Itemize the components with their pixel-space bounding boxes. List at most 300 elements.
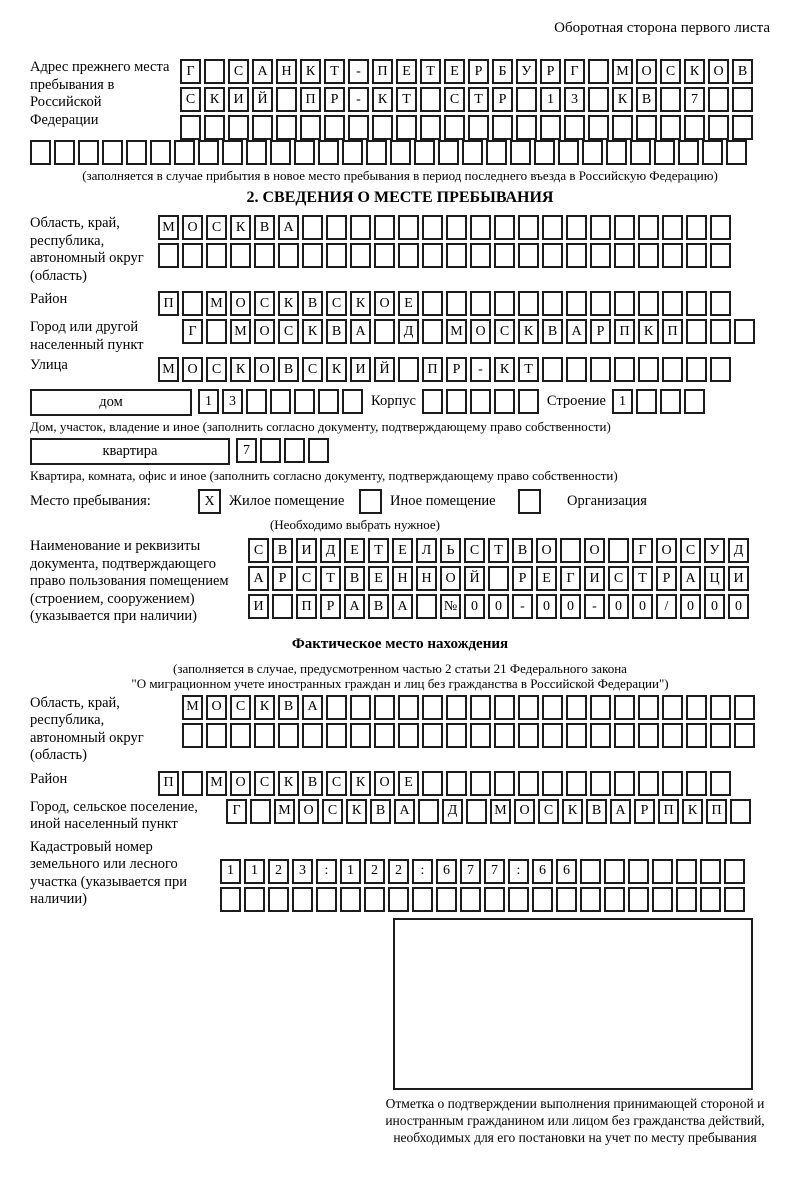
char-box[interactable] [182, 723, 203, 748]
char-box[interactable]: М [182, 695, 203, 720]
char-box[interactable] [582, 140, 603, 165]
char-box[interactable]: У [704, 538, 725, 563]
char-box[interactable] [710, 723, 731, 748]
char-box[interactable]: О [298, 799, 319, 824]
char-box[interactable] [374, 695, 395, 720]
char-box[interactable]: Р [590, 319, 611, 344]
char-box[interactable] [412, 887, 433, 912]
char-box[interactable] [534, 140, 555, 165]
char-box[interactable]: О [374, 291, 395, 316]
char-box[interactable]: А [344, 594, 365, 619]
char-box[interactable]: Т [396, 87, 417, 112]
char-box[interactable]: 0 [536, 594, 557, 619]
char-box[interactable] [230, 243, 251, 268]
char-box[interactable] [294, 140, 315, 165]
char-box[interactable]: 7 [484, 859, 505, 884]
char-box[interactable] [638, 215, 659, 240]
char-box[interactable]: О [230, 291, 251, 316]
char-box[interactable] [654, 140, 675, 165]
char-box[interactable] [604, 859, 625, 884]
char-box[interactable]: Т [632, 566, 653, 591]
char-box[interactable]: К [494, 357, 515, 382]
char-box[interactable] [326, 723, 347, 748]
char-box[interactable]: А [394, 799, 415, 824]
char-box[interactable] [560, 538, 581, 563]
char-box[interactable] [636, 389, 657, 414]
char-box[interactable] [684, 115, 705, 140]
char-box[interactable] [588, 59, 609, 84]
char-box[interactable] [710, 291, 731, 316]
char-box[interactable]: В [636, 87, 657, 112]
char-box[interactable]: О [182, 357, 203, 382]
char-box[interactable] [516, 115, 537, 140]
char-box[interactable] [206, 243, 227, 268]
char-box[interactable]: Ь [440, 538, 461, 563]
char-box[interactable] [590, 215, 611, 240]
char-box[interactable] [78, 140, 99, 165]
char-box[interactable] [700, 887, 721, 912]
char-box[interactable] [678, 140, 699, 165]
char-box[interactable] [702, 140, 723, 165]
char-box[interactable]: М [206, 771, 227, 796]
char-box[interactable] [254, 723, 275, 748]
char-box[interactable] [220, 887, 241, 912]
char-box[interactable] [566, 357, 587, 382]
char-box[interactable]: В [302, 771, 323, 796]
apartment-type-field[interactable]: квартира [30, 438, 230, 465]
char-box[interactable]: 1 [244, 859, 265, 884]
char-box[interactable] [222, 140, 243, 165]
char-box[interactable]: М [274, 799, 295, 824]
char-box[interactable]: К [278, 771, 299, 796]
char-box[interactable]: М [490, 799, 511, 824]
char-box[interactable]: Т [518, 357, 539, 382]
char-box[interactable] [734, 695, 755, 720]
char-box[interactable]: Е [368, 566, 389, 591]
char-box[interactable] [292, 887, 313, 912]
char-box[interactable]: С [494, 319, 515, 344]
char-box[interactable] [230, 723, 251, 748]
char-box[interactable] [580, 859, 601, 884]
char-box[interactable]: К [204, 87, 225, 112]
char-box[interactable] [182, 771, 203, 796]
char-box[interactable] [284, 438, 305, 463]
char-box[interactable] [302, 723, 323, 748]
char-box[interactable]: 7 [684, 87, 705, 112]
char-box[interactable]: Т [324, 59, 345, 84]
char-box[interactable]: М [446, 319, 467, 344]
char-box[interactable] [708, 115, 729, 140]
char-box[interactable] [652, 859, 673, 884]
char-box[interactable]: № [440, 594, 461, 619]
char-box[interactable] [260, 438, 281, 463]
char-box[interactable] [126, 140, 147, 165]
char-box[interactable]: В [326, 319, 347, 344]
char-box[interactable] [542, 771, 563, 796]
char-box[interactable] [246, 389, 267, 414]
char-box[interactable] [542, 291, 563, 316]
char-box[interactable]: А [392, 594, 413, 619]
char-box[interactable]: Т [468, 87, 489, 112]
char-box[interactable] [300, 115, 321, 140]
char-box[interactable] [372, 115, 393, 140]
char-box[interactable] [542, 357, 563, 382]
char-box[interactable] [518, 243, 539, 268]
char-box[interactable] [638, 695, 659, 720]
char-box[interactable] [684, 389, 705, 414]
char-box[interactable]: В [368, 594, 389, 619]
char-box[interactable]: О [656, 538, 677, 563]
stay-type-checkbox-organization[interactable] [518, 489, 541, 514]
char-box[interactable]: Р [492, 87, 513, 112]
char-box[interactable] [628, 859, 649, 884]
char-box[interactable] [318, 389, 339, 414]
char-box[interactable] [614, 215, 635, 240]
char-box[interactable]: Т [420, 59, 441, 84]
char-box[interactable]: И [350, 357, 371, 382]
char-box[interactable] [396, 115, 417, 140]
char-box[interactable] [638, 291, 659, 316]
char-box[interactable]: К [350, 291, 371, 316]
char-box[interactable] [342, 389, 363, 414]
char-box[interactable]: А [680, 566, 701, 591]
char-box[interactable] [726, 140, 747, 165]
char-box[interactable]: К [346, 799, 367, 824]
char-box[interactable] [246, 140, 267, 165]
char-box[interactable]: А [252, 59, 273, 84]
char-box[interactable]: А [278, 215, 299, 240]
char-box[interactable] [486, 140, 507, 165]
char-box[interactable]: К [638, 319, 659, 344]
char-box[interactable] [418, 799, 439, 824]
char-box[interactable] [422, 389, 443, 414]
char-box[interactable] [710, 695, 731, 720]
char-box[interactable]: М [158, 215, 179, 240]
char-box[interactable] [628, 887, 649, 912]
char-box[interactable] [422, 723, 443, 748]
char-box[interactable]: Ц [704, 566, 725, 591]
char-box[interactable] [308, 438, 329, 463]
char-box[interactable]: О [374, 771, 395, 796]
char-box[interactable]: И [728, 566, 749, 591]
char-box[interactable]: Р [272, 566, 293, 591]
char-box[interactable] [494, 215, 515, 240]
char-box[interactable]: Г [564, 59, 585, 84]
char-box[interactable]: 1 [612, 389, 633, 414]
char-box[interactable]: С [206, 215, 227, 240]
char-box[interactable]: 1 [220, 859, 241, 884]
char-box[interactable] [414, 140, 435, 165]
char-box[interactable]: К [230, 357, 251, 382]
char-box[interactable]: Т [488, 538, 509, 563]
char-box[interactable] [590, 357, 611, 382]
char-box[interactable]: О [254, 357, 275, 382]
char-box[interactable]: О [254, 319, 275, 344]
char-box[interactable]: Р [446, 357, 467, 382]
char-box[interactable] [614, 243, 635, 268]
char-box[interactable] [662, 771, 683, 796]
char-box[interactable] [614, 771, 635, 796]
char-box[interactable] [590, 243, 611, 268]
char-box[interactable]: С [302, 357, 323, 382]
char-box[interactable]: 0 [728, 594, 749, 619]
char-box[interactable] [470, 695, 491, 720]
char-box[interactable]: С [228, 59, 249, 84]
char-box[interactable]: 0 [464, 594, 485, 619]
char-box[interactable]: - [470, 357, 491, 382]
char-box[interactable]: О [470, 319, 491, 344]
char-box[interactable] [268, 887, 289, 912]
char-box[interactable]: К [562, 799, 583, 824]
char-box[interactable] [460, 887, 481, 912]
char-box[interactable] [270, 140, 291, 165]
char-box[interactable]: М [206, 291, 227, 316]
char-box[interactable] [558, 140, 579, 165]
char-box[interactable]: Д [442, 799, 463, 824]
char-box[interactable] [518, 695, 539, 720]
char-box[interactable] [390, 140, 411, 165]
char-box[interactable]: 6 [556, 859, 577, 884]
char-box[interactable] [662, 695, 683, 720]
char-box[interactable] [518, 723, 539, 748]
char-box[interactable]: К [326, 357, 347, 382]
char-box[interactable] [316, 887, 337, 912]
char-box[interactable]: П [658, 799, 679, 824]
char-box[interactable] [422, 215, 443, 240]
char-box[interactable] [182, 243, 203, 268]
char-box[interactable]: С [180, 87, 201, 112]
char-box[interactable]: 3 [564, 87, 585, 112]
char-box[interactable] [250, 799, 271, 824]
char-box[interactable]: Г [560, 566, 581, 591]
char-box[interactable]: Д [398, 319, 419, 344]
char-box[interactable]: 1 [540, 87, 561, 112]
char-box[interactable]: Р [634, 799, 655, 824]
char-box[interactable] [494, 695, 515, 720]
char-box[interactable]: В [344, 566, 365, 591]
char-box[interactable] [446, 243, 467, 268]
char-box[interactable] [436, 887, 457, 912]
char-box[interactable]: 0 [704, 594, 725, 619]
char-box[interactable]: И [228, 87, 249, 112]
char-box[interactable] [604, 887, 625, 912]
char-box[interactable]: В [302, 291, 323, 316]
char-box[interactable]: К [230, 215, 251, 240]
char-box[interactable] [446, 215, 467, 240]
char-box[interactable] [30, 140, 51, 165]
char-box[interactable] [182, 291, 203, 316]
char-box[interactable]: П [158, 291, 179, 316]
char-box[interactable] [590, 723, 611, 748]
char-box[interactable]: С [230, 695, 251, 720]
char-box[interactable] [470, 723, 491, 748]
char-box[interactable]: К [518, 319, 539, 344]
char-box[interactable] [566, 215, 587, 240]
char-box[interactable]: Р [656, 566, 677, 591]
char-box[interactable] [608, 538, 629, 563]
char-box[interactable] [630, 140, 651, 165]
char-box[interactable]: С [464, 538, 485, 563]
char-box[interactable] [662, 291, 683, 316]
char-box[interactable] [566, 291, 587, 316]
char-box[interactable] [150, 140, 171, 165]
char-box[interactable] [416, 594, 437, 619]
char-box[interactable]: Р [540, 59, 561, 84]
char-box[interactable]: С [444, 87, 465, 112]
char-box[interactable] [724, 859, 745, 884]
char-box[interactable]: Р [324, 87, 345, 112]
char-box[interactable] [326, 695, 347, 720]
char-box[interactable] [252, 115, 273, 140]
char-box[interactable] [350, 215, 371, 240]
char-box[interactable]: П [706, 799, 727, 824]
char-box[interactable] [272, 594, 293, 619]
char-box[interactable] [302, 215, 323, 240]
char-box[interactable] [494, 243, 515, 268]
char-box[interactable] [254, 243, 275, 268]
char-box[interactable]: - [584, 594, 605, 619]
char-box[interactable] [102, 140, 123, 165]
char-box[interactable]: С [206, 357, 227, 382]
char-box[interactable] [638, 357, 659, 382]
char-box[interactable] [542, 215, 563, 240]
char-box[interactable]: П [422, 357, 443, 382]
char-box[interactable]: О [536, 538, 557, 563]
char-box[interactable]: 3 [292, 859, 313, 884]
char-box[interactable] [398, 243, 419, 268]
char-box[interactable] [422, 771, 443, 796]
char-box[interactable]: 3 [222, 389, 243, 414]
char-box[interactable]: 0 [632, 594, 653, 619]
char-box[interactable] [494, 291, 515, 316]
char-box[interactable]: О [708, 59, 729, 84]
char-box[interactable]: О [206, 695, 227, 720]
char-box[interactable]: - [348, 87, 369, 112]
char-box[interactable] [708, 87, 729, 112]
char-box[interactable]: В [370, 799, 391, 824]
char-box[interactable] [228, 115, 249, 140]
char-box[interactable] [470, 771, 491, 796]
char-box[interactable]: С [296, 566, 317, 591]
char-box[interactable] [420, 115, 441, 140]
char-box[interactable] [244, 887, 265, 912]
char-box[interactable] [556, 887, 577, 912]
char-box[interactable]: С [254, 291, 275, 316]
char-box[interactable]: 0 [488, 594, 509, 619]
char-box[interactable] [660, 389, 681, 414]
char-box[interactable]: Р [468, 59, 489, 84]
char-box[interactable]: Е [396, 59, 417, 84]
char-box[interactable] [374, 723, 395, 748]
char-box[interactable] [374, 319, 395, 344]
char-box[interactable] [662, 243, 683, 268]
char-box[interactable] [398, 215, 419, 240]
char-box[interactable]: - [512, 594, 533, 619]
char-box[interactable] [422, 695, 443, 720]
char-box[interactable]: Б [492, 59, 513, 84]
char-box[interactable] [686, 357, 707, 382]
char-box[interactable]: У [516, 59, 537, 84]
char-box[interactable] [662, 357, 683, 382]
char-box[interactable] [446, 771, 467, 796]
char-box[interactable] [710, 771, 731, 796]
char-box[interactable]: С [254, 771, 275, 796]
char-box[interactable] [590, 695, 611, 720]
char-box[interactable] [398, 357, 419, 382]
char-box[interactable]: В [542, 319, 563, 344]
char-box[interactable] [388, 887, 409, 912]
char-box[interactable] [446, 723, 467, 748]
char-box[interactable]: О [230, 771, 251, 796]
char-box[interactable] [700, 859, 721, 884]
char-box[interactable] [662, 723, 683, 748]
char-box[interactable]: А [248, 566, 269, 591]
char-box[interactable] [518, 771, 539, 796]
char-box[interactable] [398, 723, 419, 748]
char-box[interactable] [364, 887, 385, 912]
char-box[interactable] [350, 243, 371, 268]
char-box[interactable]: 7 [460, 859, 481, 884]
char-box[interactable] [206, 319, 227, 344]
char-box[interactable] [324, 115, 345, 140]
char-box[interactable]: 6 [436, 859, 457, 884]
char-box[interactable] [588, 87, 609, 112]
char-box[interactable] [468, 115, 489, 140]
char-box[interactable] [566, 695, 587, 720]
char-box[interactable] [730, 799, 751, 824]
char-box[interactable]: : [316, 859, 337, 884]
char-box[interactable] [710, 357, 731, 382]
char-box[interactable]: С [608, 566, 629, 591]
char-box[interactable] [326, 215, 347, 240]
char-box[interactable] [614, 695, 635, 720]
char-box[interactable]: Й [374, 357, 395, 382]
char-box[interactable]: К [350, 771, 371, 796]
char-box[interactable]: К [302, 319, 323, 344]
char-box[interactable]: 2 [268, 859, 289, 884]
char-box[interactable]: Г [226, 799, 247, 824]
char-box[interactable] [488, 566, 509, 591]
char-box[interactable] [422, 243, 443, 268]
char-box[interactable]: 2 [388, 859, 409, 884]
char-box[interactable]: П [158, 771, 179, 796]
char-box[interactable]: 2 [364, 859, 385, 884]
char-box[interactable]: С [326, 291, 347, 316]
char-box[interactable]: 1 [198, 389, 219, 414]
char-box[interactable]: Т [368, 538, 389, 563]
char-box[interactable] [638, 243, 659, 268]
char-box[interactable] [270, 389, 291, 414]
char-box[interactable] [518, 291, 539, 316]
char-box[interactable]: О [182, 215, 203, 240]
char-box[interactable] [350, 723, 371, 748]
char-box[interactable] [494, 723, 515, 748]
char-box[interactable]: А [566, 319, 587, 344]
char-box[interactable] [420, 87, 441, 112]
char-box[interactable]: О [514, 799, 535, 824]
char-box[interactable]: А [302, 695, 323, 720]
char-box[interactable]: О [584, 538, 605, 563]
char-box[interactable] [542, 723, 563, 748]
char-box[interactable]: Т [320, 566, 341, 591]
char-box[interactable]: К [612, 87, 633, 112]
char-box[interactable]: С [248, 538, 269, 563]
char-box[interactable] [204, 115, 225, 140]
char-box[interactable]: 0 [560, 594, 581, 619]
char-box[interactable] [686, 695, 707, 720]
char-box[interactable]: Г [180, 59, 201, 84]
char-box[interactable]: Л [416, 538, 437, 563]
